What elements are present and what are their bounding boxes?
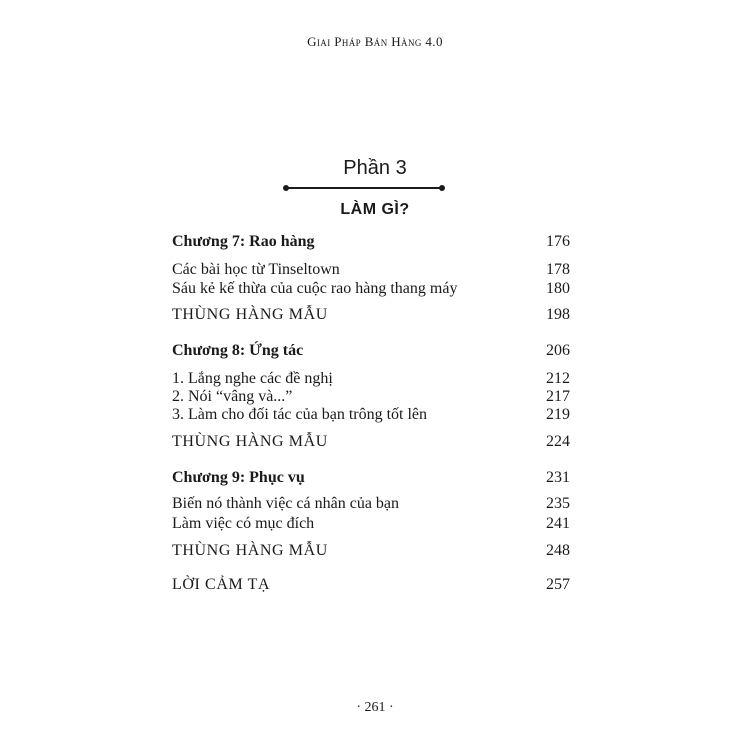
running-head: Giai Pháp Bán Hàng 4.0 bbox=[307, 34, 443, 49]
toc-entry-title: Chương 9: Phục vụ bbox=[172, 469, 305, 486]
toc-entry-title: Làm việc có mục đích bbox=[172, 515, 315, 532]
toc-entry-page: 257 bbox=[546, 576, 570, 593]
toc-entry-chapter-9[interactable] bbox=[172, 468, 570, 488]
toc-entry-title: 1. Lắng nghe các đề nghị bbox=[172, 370, 333, 387]
toc-entry-title: 2. Nói “vâng và...” bbox=[172, 388, 293, 405]
toc-entry-title: LỜI CẢM TẠ bbox=[172, 576, 271, 593]
toc-entry-page: 206 bbox=[546, 342, 570, 359]
page-number: · 261 · bbox=[356, 700, 394, 715]
toc-entry-title: THÙNG HÀNG MẪU bbox=[172, 306, 328, 323]
toc-entry-page: 176 bbox=[546, 233, 570, 250]
toc-entry-title: Chương 7: Rao hàng bbox=[172, 233, 315, 250]
toc-entry-sample-box[interactable] bbox=[172, 432, 570, 452]
toc-entry-title: 3. Làm cho đối tác của bạn trông tốt lên bbox=[172, 406, 428, 423]
toc-entry[interactable] bbox=[172, 387, 570, 407]
part-subtitle: LÀM GÌ? bbox=[340, 201, 410, 218]
toc-entry-page: 178 bbox=[546, 261, 570, 278]
part-title: Phần 3 bbox=[343, 157, 407, 179]
toc-entry-title: Sáu kẻ kế thừa của cuộc rao hàng thang máy bbox=[172, 280, 458, 297]
ornament-line bbox=[286, 187, 442, 189]
ornament-divider bbox=[283, 185, 445, 191]
ornament-dot-right bbox=[439, 185, 445, 191]
toc-entry-page: 224 bbox=[546, 433, 570, 450]
toc-entry-page: 231 bbox=[546, 469, 570, 486]
toc-entry-chapter-7[interactable] bbox=[172, 232, 570, 252]
toc-entry-page: 248 bbox=[546, 542, 570, 559]
toc-entry[interactable] bbox=[172, 260, 570, 280]
toc-entry[interactable] bbox=[172, 405, 570, 425]
toc-entry-sample-box[interactable] bbox=[172, 305, 570, 325]
toc-entry[interactable] bbox=[172, 279, 570, 299]
toc-entry-chapter-8[interactable] bbox=[172, 341, 570, 361]
toc-entry-page: 217 bbox=[546, 388, 570, 405]
toc-entry-page: 198 bbox=[546, 306, 570, 323]
toc-entry-title: Biến nó thành việc cá nhân của bạn bbox=[172, 495, 400, 512]
toc-entry-page: 219 bbox=[546, 406, 570, 423]
toc-entry[interactable] bbox=[172, 514, 570, 534]
toc-entry[interactable] bbox=[172, 494, 570, 514]
toc-entry-page: 212 bbox=[546, 370, 570, 387]
toc-entry-page: 235 bbox=[546, 495, 570, 512]
toc-entry-title: THÙNG HÀNG MẪU bbox=[172, 433, 328, 450]
toc-entry[interactable] bbox=[172, 369, 570, 389]
toc-entry-sample-box[interactable] bbox=[172, 541, 570, 561]
toc-entry-title: Chương 8: Ứng tác bbox=[172, 342, 304, 359]
toc-entry-page: 241 bbox=[546, 515, 570, 532]
toc-entry-title: Các bài học từ Tinseltown bbox=[172, 261, 340, 278]
toc-entry-page: 180 bbox=[546, 280, 570, 297]
toc-entry-acknowledgements[interactable] bbox=[172, 575, 570, 595]
toc-entry-title: THÙNG HÀNG MẪU bbox=[172, 542, 328, 559]
